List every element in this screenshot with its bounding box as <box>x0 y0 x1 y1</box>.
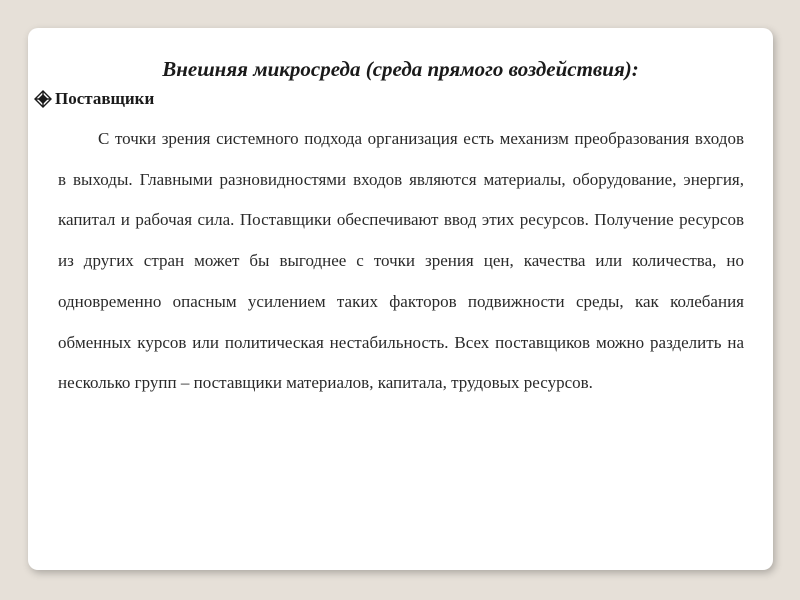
body-paragraph: С точки зрения системного подхода организация есть механизм преобразования входов в выходы. Главными разновидностями входов являются материалы, оборудование, энергия, капитал и рабочая сила. Поставщики обеспечивают ввод этих ресурсов. Получение ресурсов из других стран может бы выгоднее с точки зрения цен, качества или количества, но одновременно опасным усилением таких факторов подвижности среды, как колебания обменных курсов или политическая нестабильность. Всех поставщиков можно разделить на несколько групп – поставщики материалов, капитала, трудовых ресурсов. <box>58 129 744 393</box>
bullet-label: Поставщики <box>55 89 155 108</box>
slide-card <box>28 28 773 570</box>
diamond-ornament-icon <box>34 90 52 108</box>
bullet-heading <box>34 88 154 110</box>
slide-title: Внешняя микросреда (среда прямого воздействия): <box>162 57 639 81</box>
